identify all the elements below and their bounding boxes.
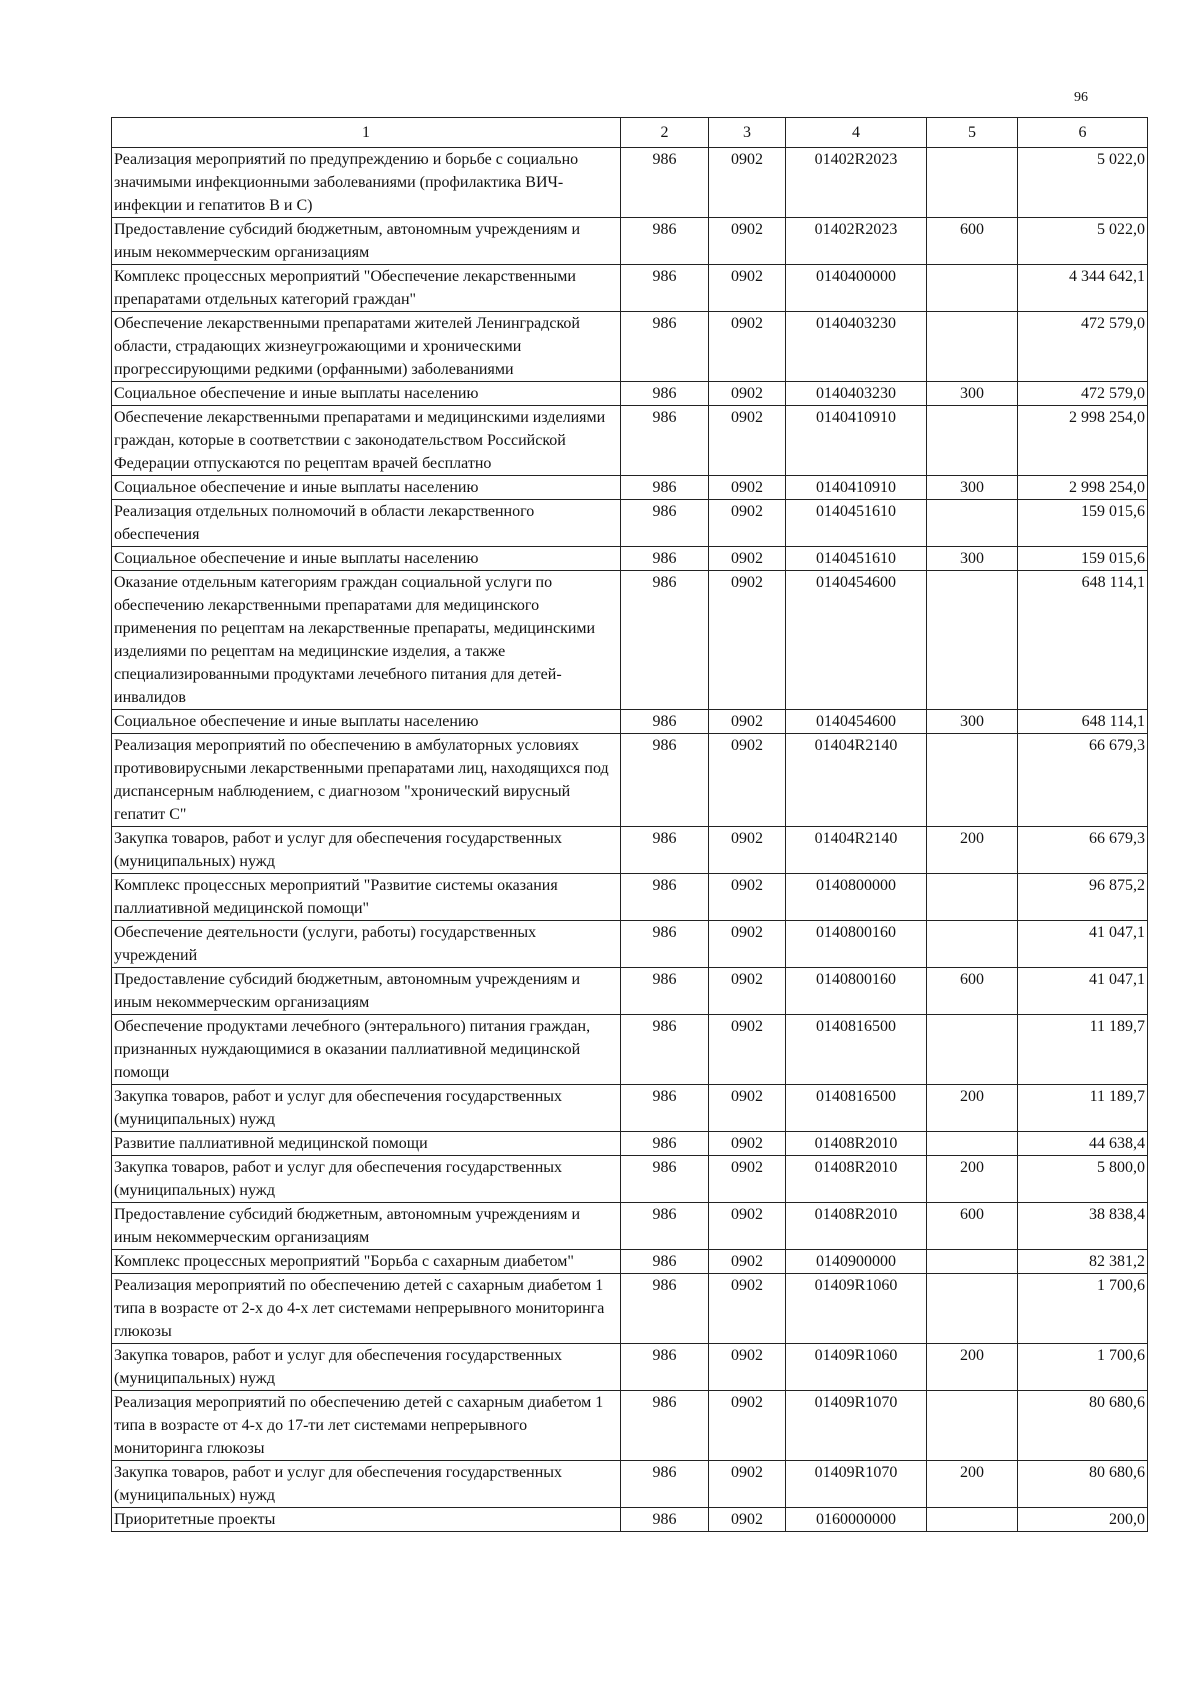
row-expense-type: 600	[927, 218, 1018, 265]
row-name: Социальное обеспечение и иные выплаты населению	[112, 710, 621, 734]
row-expense-type: 200	[927, 1344, 1018, 1391]
row-name: Развитие паллиативной медицинской помощи	[112, 1132, 621, 1156]
row-amount: 200,0	[1018, 1508, 1148, 1532]
row-name: Предоставление субсидий бюджетным, автономным учреждениям и иным некоммерческим организациям	[112, 218, 621, 265]
table-row	[112, 1085, 1148, 1132]
row-expense-type: 200	[927, 1156, 1018, 1203]
row-amount: 66 679,3	[1018, 734, 1148, 827]
row-target-article: 0140800160	[786, 968, 927, 1015]
row-amount: 2 998 254,0	[1018, 406, 1148, 476]
row-section-code: 0902	[709, 218, 786, 265]
row-name: Приоритетные проекты	[112, 1508, 621, 1532]
row-expense-type: 200	[927, 1461, 1018, 1508]
row-name: Закупка товаров, работ и услуг для обеспечения государственных (муниципальных) нужд	[112, 1085, 621, 1132]
row-section-code: 0902	[709, 827, 786, 874]
table-row	[112, 827, 1148, 874]
row-ministry-code: 986	[621, 1250, 709, 1274]
row-name: Закупка товаров, работ и услуг для обеспечения государственных (муниципальных) нужд	[112, 827, 621, 874]
row-target-article: 0140454600	[786, 571, 927, 710]
row-section-code: 0902	[709, 571, 786, 710]
row-ministry-code: 986	[621, 968, 709, 1015]
row-name: Обеспечение лекарственными препаратами и медицинскими изделиями граждан, которые в соответствии с законодательством Российской Федерации отпускаются по рецептам врачей бесплатно	[112, 406, 621, 476]
row-ministry-code: 986	[621, 1274, 709, 1344]
row-section-code: 0902	[709, 710, 786, 734]
header-row	[112, 118, 1148, 148]
row-expense-type	[927, 1508, 1018, 1532]
row-target-article: 01409R1070	[786, 1391, 927, 1461]
table-row	[112, 1156, 1148, 1203]
row-expense-type: 300	[927, 476, 1018, 500]
table-row	[112, 1015, 1148, 1085]
row-name: Закупка товаров, работ и услуг для обеспечения государственных (муниципальных) нужд	[112, 1344, 621, 1391]
table-row	[112, 265, 1148, 312]
row-target-article: 01409R1060	[786, 1344, 927, 1391]
row-target-article: 01409R1070	[786, 1461, 927, 1508]
row-name: Реализация мероприятий по предупреждению и борьбе с социально значимыми инфекционными заболеваниями (профилактика ВИЧ-инфекции и гепатитов В и С)	[112, 148, 621, 218]
table-row	[112, 1250, 1148, 1274]
row-amount: 5 800,0	[1018, 1156, 1148, 1203]
row-target-article: 0140800160	[786, 921, 927, 968]
row-ministry-code: 986	[621, 312, 709, 382]
row-target-article: 01402R2023	[786, 218, 927, 265]
row-target-article: 0140816500	[786, 1015, 927, 1085]
row-expense-type	[927, 571, 1018, 710]
row-target-article: 0160000000	[786, 1508, 927, 1532]
row-section-code: 0902	[709, 1203, 786, 1250]
row-section-code: 0902	[709, 547, 786, 571]
row-target-article: 01404R2140	[786, 827, 927, 874]
table-row	[112, 1132, 1148, 1156]
row-target-article: 0140800000	[786, 874, 927, 921]
table-row	[112, 874, 1148, 921]
row-amount: 1 700,6	[1018, 1274, 1148, 1344]
row-name: Обеспечение лекарственными препаратами жителей Ленинградской области, страдающих жизнеугрожающими и хроническими прогрессирующими редкими (орфанными) заболеваниями	[112, 312, 621, 382]
row-name: Закупка товаров, работ и услуг для обеспечения государственных (муниципальных) нужд	[112, 1156, 621, 1203]
row-section-code: 0902	[709, 1461, 786, 1508]
row-target-article: 0140400000	[786, 265, 927, 312]
row-ministry-code: 986	[621, 1508, 709, 1532]
row-ministry-code: 986	[621, 571, 709, 710]
row-section-code: 0902	[709, 1085, 786, 1132]
row-expense-type	[927, 312, 1018, 382]
row-ministry-code: 986	[621, 1203, 709, 1250]
row-expense-type	[927, 1250, 1018, 1274]
row-amount: 5 022,0	[1018, 148, 1148, 218]
row-expense-type	[927, 1274, 1018, 1344]
row-amount: 11 189,7	[1018, 1015, 1148, 1085]
row-name: Предоставление субсидий бюджетным, автономным учреждениям и иным некоммерческим организациям	[112, 968, 621, 1015]
row-section-code: 0902	[709, 921, 786, 968]
table-row	[112, 1391, 1148, 1461]
page-number: 96	[1074, 90, 1088, 105]
row-ministry-code: 986	[621, 148, 709, 218]
row-target-article: 01409R1060	[786, 1274, 927, 1344]
table-row	[112, 476, 1148, 500]
row-ministry-code: 986	[621, 406, 709, 476]
row-section-code: 0902	[709, 1250, 786, 1274]
row-target-article: 01402R2023	[786, 148, 927, 218]
table-row	[112, 382, 1148, 406]
row-amount: 472 579,0	[1018, 312, 1148, 382]
row-name: Реализация мероприятий по обеспечению детей с сахарным диабетом 1 типа в возрасте от 4-х до 17-ти лет системами непрерывного мониторинга глюкозы	[112, 1391, 621, 1461]
row-section-code: 0902	[709, 874, 786, 921]
row-name: Комплекс процессных мероприятий "Обеспечение лекарственными препаратами отдельных категорий граждан"	[112, 265, 621, 312]
table-row	[112, 734, 1148, 827]
row-ministry-code: 986	[621, 500, 709, 547]
row-section-code: 0902	[709, 1391, 786, 1461]
row-section-code: 0902	[709, 1344, 786, 1391]
row-expense-type	[927, 1391, 1018, 1461]
table-row	[112, 921, 1148, 968]
row-expense-type	[927, 148, 1018, 218]
row-ministry-code: 986	[621, 1085, 709, 1132]
row-amount: 648 114,1	[1018, 710, 1148, 734]
table-row	[112, 571, 1148, 710]
row-amount: 159 015,6	[1018, 500, 1148, 547]
table-row	[112, 500, 1148, 547]
row-section-code: 0902	[709, 406, 786, 476]
row-amount: 472 579,0	[1018, 382, 1148, 406]
row-amount: 2 998 254,0	[1018, 476, 1148, 500]
row-expense-type	[927, 406, 1018, 476]
table-body	[112, 148, 1148, 1532]
row-target-article: 01408R2010	[786, 1156, 927, 1203]
table-row	[112, 148, 1148, 218]
row-name: Оказание отдельным категориям граждан социальной услуги по обеспечению лекарственными препаратами для медицинского применения по рецептам на лекарственные препараты, медицинскими изделиями по рецептам на медицинские изделия, а также специализированными продуктами лечебного питания для детей-инвалидов	[112, 571, 621, 710]
row-ministry-code: 986	[621, 827, 709, 874]
row-amount: 648 114,1	[1018, 571, 1148, 710]
row-expense-type: 300	[927, 710, 1018, 734]
row-expense-type	[927, 874, 1018, 921]
table-row	[112, 1344, 1148, 1391]
row-ministry-code: 986	[621, 218, 709, 265]
row-name: Социальное обеспечение и иные выплаты населению	[112, 476, 621, 500]
row-amount: 38 838,4	[1018, 1203, 1148, 1250]
row-ministry-code: 986	[621, 1391, 709, 1461]
header-col-6: 6	[1018, 118, 1148, 148]
row-expense-type: 200	[927, 827, 1018, 874]
row-expense-type	[927, 734, 1018, 827]
row-name: Комплекс процессных мероприятий "Развитие системы оказания паллиативной медицинской помощи"	[112, 874, 621, 921]
row-name: Закупка товаров, работ и услуг для обеспечения государственных (муниципальных) нужд	[112, 1461, 621, 1508]
row-name: Реализация мероприятий по обеспечению детей с сахарным диабетом 1 типа в возрасте от 2-х до 4-х лет системами непрерывного мониторинга глюкозы	[112, 1274, 621, 1344]
table-row	[112, 968, 1148, 1015]
row-ministry-code: 986	[621, 1344, 709, 1391]
row-expense-type	[927, 1015, 1018, 1085]
row-expense-type: 300	[927, 382, 1018, 406]
row-section-code: 0902	[709, 968, 786, 1015]
row-expense-type	[927, 1132, 1018, 1156]
row-amount: 41 047,1	[1018, 968, 1148, 1015]
row-name: Социальное обеспечение и иные выплаты населению	[112, 547, 621, 571]
row-expense-type: 600	[927, 1203, 1018, 1250]
row-section-code: 0902	[709, 1132, 786, 1156]
row-section-code: 0902	[709, 1156, 786, 1203]
row-ministry-code: 986	[621, 921, 709, 968]
table-row	[112, 547, 1148, 571]
row-name: Реализация мероприятий по обеспечению в амбулаторных условиях противовирусными лекарственными препаратами лиц, находящихся под диспансерным наблюдением, с диагнозом "хронический вирусный гепатит С"	[112, 734, 621, 827]
row-section-code: 0902	[709, 734, 786, 827]
row-ministry-code: 986	[621, 265, 709, 312]
row-target-article: 0140454600	[786, 710, 927, 734]
row-expense-type: 200	[927, 1085, 1018, 1132]
table-row	[112, 710, 1148, 734]
row-amount: 80 680,6	[1018, 1391, 1148, 1461]
row-section-code: 0902	[709, 382, 786, 406]
row-amount: 41 047,1	[1018, 921, 1148, 968]
table-row	[112, 218, 1148, 265]
row-amount: 5 022,0	[1018, 218, 1148, 265]
row-ministry-code: 986	[621, 1461, 709, 1508]
row-ministry-code: 986	[621, 1132, 709, 1156]
row-amount: 4 344 642,1	[1018, 265, 1148, 312]
row-target-article: 0140410910	[786, 476, 927, 500]
table-row	[112, 1274, 1148, 1344]
table-header	[112, 118, 1148, 148]
row-section-code: 0902	[709, 500, 786, 547]
row-amount: 82 381,2	[1018, 1250, 1148, 1274]
row-amount: 66 679,3	[1018, 827, 1148, 874]
row-expense-type	[927, 265, 1018, 312]
row-ministry-code: 986	[621, 1156, 709, 1203]
row-expense-type: 300	[927, 547, 1018, 571]
row-target-article: 0140816500	[786, 1085, 927, 1132]
row-amount: 80 680,6	[1018, 1461, 1148, 1508]
row-expense-type	[927, 500, 1018, 547]
row-ministry-code: 986	[621, 382, 709, 406]
row-amount: 44 638,4	[1018, 1132, 1148, 1156]
row-ministry-code: 986	[621, 710, 709, 734]
header-col-3: 3	[709, 118, 786, 148]
row-target-article: 0140900000	[786, 1250, 927, 1274]
table-row	[112, 406, 1148, 476]
row-ministry-code: 986	[621, 547, 709, 571]
row-name: Обеспечение продуктами лечебного (энтерального) питания граждан, признанных нуждающимися в оказании паллиативной медицинской помощи	[112, 1015, 621, 1085]
row-ministry-code: 986	[621, 734, 709, 827]
row-amount: 159 015,6	[1018, 547, 1148, 571]
header-col-1: 1	[112, 118, 621, 148]
row-ministry-code: 986	[621, 1015, 709, 1085]
row-target-article: 0140410910	[786, 406, 927, 476]
table-row	[112, 1461, 1148, 1508]
row-amount: 96 875,2	[1018, 874, 1148, 921]
table-row	[112, 1203, 1148, 1250]
row-target-article: 01404R2140	[786, 734, 927, 827]
row-amount: 11 189,7	[1018, 1085, 1148, 1132]
budget-table	[111, 117, 1148, 1532]
row-section-code: 0902	[709, 265, 786, 312]
header-col-5: 5	[927, 118, 1018, 148]
row-name: Предоставление субсидий бюджетным, автономным учреждениям и иным некоммерческим организациям	[112, 1203, 621, 1250]
header-col-4: 4	[786, 118, 927, 148]
table-row	[112, 1508, 1148, 1532]
row-section-code: 0902	[709, 1508, 786, 1532]
row-target-article: 01408R2010	[786, 1203, 927, 1250]
row-name: Комплекс процессных мероприятий "Борьба с сахарным диабетом"	[112, 1250, 621, 1274]
row-ministry-code: 986	[621, 476, 709, 500]
row-ministry-code: 986	[621, 874, 709, 921]
row-section-code: 0902	[709, 1015, 786, 1085]
row-section-code: 0902	[709, 476, 786, 500]
row-expense-type: 600	[927, 968, 1018, 1015]
row-target-article: 0140403230	[786, 312, 927, 382]
row-name: Социальное обеспечение и иные выплаты населению	[112, 382, 621, 406]
row-target-article: 01408R2010	[786, 1132, 927, 1156]
row-name: Обеспечение деятельности (услуги, работы) государственных учреждений	[112, 921, 621, 968]
row-section-code: 0902	[709, 148, 786, 218]
row-expense-type	[927, 921, 1018, 968]
row-section-code: 0902	[709, 312, 786, 382]
row-target-article: 0140451610	[786, 547, 927, 571]
row-target-article: 0140403230	[786, 382, 927, 406]
row-name: Реализация отдельных полномочий в области лекарственного обеспечения	[112, 500, 621, 547]
row-section-code: 0902	[709, 1274, 786, 1344]
header-col-2: 2	[621, 118, 709, 148]
table-row	[112, 312, 1148, 382]
row-amount: 1 700,6	[1018, 1344, 1148, 1391]
row-target-article: 0140451610	[786, 500, 927, 547]
